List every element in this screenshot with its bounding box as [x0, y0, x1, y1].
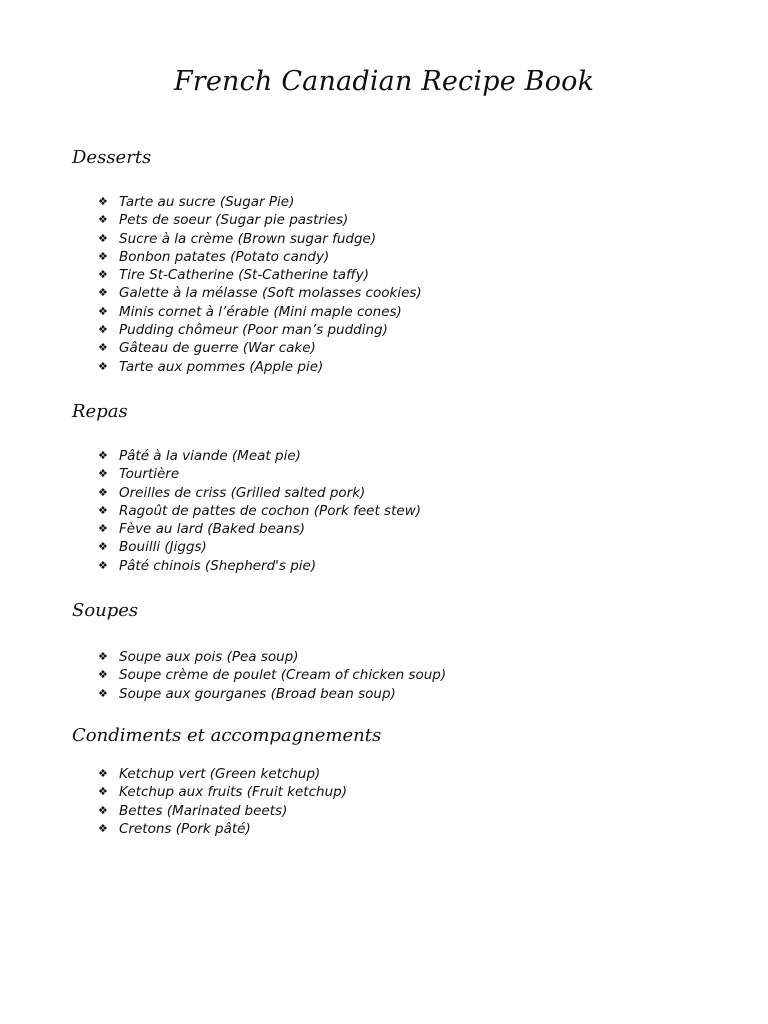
- list-item: [72, 321, 712, 339]
- list-item-text: Gâteau de guerre (War cake): [119, 340, 316, 357]
- list-item-text: Bouilli (Jiggs): [119, 539, 207, 556]
- list-item: [72, 284, 712, 302]
- list-item: [72, 230, 712, 248]
- diamond-bullet-icon: ❖: [98, 803, 108, 817]
- section-condiments: [72, 724, 712, 838]
- recipe-list: [72, 648, 712, 703]
- section-repas: [72, 400, 712, 575]
- list-item: [72, 666, 712, 684]
- diamond-bullet-icon: ❖: [98, 650, 108, 663]
- diamond-bullet-icon: ❖: [98, 268, 108, 282]
- list-item: [72, 266, 712, 284]
- list-item: [72, 783, 712, 801]
- diamond-bullet-icon: ❖: [98, 522, 108, 536]
- diamond-bullet-icon: ❖: [98, 767, 108, 780]
- list-item-text: Soupe crème de poulet (Cream of chicken soup): [119, 667, 447, 684]
- list-item-text: Tire St-Catherine (St-Catherine taffy): [119, 267, 370, 284]
- list-item-text: Pets de soeur (Sugar pie pastries): [119, 212, 349, 229]
- diamond-bullet-icon: ❖: [98, 304, 108, 318]
- list-item: [72, 765, 712, 783]
- list-item: [72, 685, 712, 703]
- list-item-text: Minis cornet à l’érable (Mini maple cones): [119, 303, 402, 320]
- list-item-text: Oreilles de criss (Grilled salted pork): [119, 484, 366, 501]
- recipe-list: [72, 447, 712, 575]
- list-item-text: Pâté chinois (Shepherd's pie): [119, 557, 317, 574]
- section-heading: Repas: [72, 401, 128, 422]
- list-item: [72, 820, 712, 838]
- list-item-text: Pudding chômeur (Poor man’s pudding): [119, 322, 388, 339]
- page-title: French Canadian Recipe Book: [173, 66, 595, 97]
- list-item: [72, 447, 712, 465]
- list-item: [72, 358, 712, 376]
- diamond-bullet-icon: ❖: [98, 195, 108, 208]
- recipe-list: [72, 193, 712, 376]
- diamond-bullet-icon: ❖: [98, 558, 108, 572]
- section-heading: Soupes: [72, 600, 139, 621]
- list-item-text: Soupe aux pois (Pea soup): [119, 649, 299, 665]
- diamond-bullet-icon: ❖: [98, 341, 108, 355]
- diamond-bullet-icon: ❖: [98, 213, 108, 227]
- list-item: [72, 557, 712, 575]
- diamond-bullet-icon: ❖: [98, 449, 108, 462]
- section-soupes: [72, 599, 712, 703]
- list-item: [72, 193, 712, 211]
- list-item-text: Ketchup vert (Green ketchup): [119, 766, 321, 782]
- list-item: [72, 502, 712, 520]
- diamond-bullet-icon: ❖: [98, 249, 108, 263]
- diamond-bullet-icon: ❖: [98, 821, 108, 835]
- list-item: [72, 520, 712, 538]
- section-heading: Condiments et accompagnements: [72, 725, 382, 746]
- list-item-text: Tarte au sucre (Sugar Pie): [119, 194, 295, 210]
- list-item-text: Tarte aux pommes (Apple pie): [119, 358, 324, 375]
- list-item: [72, 538, 712, 556]
- diamond-bullet-icon: ❖: [98, 323, 108, 337]
- section-heading: Desserts: [72, 147, 152, 168]
- list-item-text: Galette à la mélasse (Soft molasses cookies): [119, 285, 422, 302]
- list-item-text: Ketchup aux fruits (Fruit ketchup): [119, 784, 347, 801]
- list-item: [72, 802, 712, 820]
- list-item-text: Bonbon patates (Potato candy): [119, 248, 330, 265]
- diamond-bullet-icon: ❖: [98, 785, 108, 799]
- diamond-bullet-icon: ❖: [98, 668, 108, 682]
- list-item-text: Soupe aux gourganes (Broad bean soup): [119, 685, 396, 702]
- list-item-text: Sucre à la crème (Brown sugar fudge): [119, 230, 377, 247]
- list-item-text: Ragoût de pattes de cochon (Pork feet stew): [119, 502, 421, 519]
- list-item: [72, 648, 712, 666]
- list-item: [72, 484, 712, 502]
- list-item-text: Fève au lard (Baked beans): [119, 521, 306, 538]
- diamond-bullet-icon: ❖: [98, 686, 108, 700]
- list-item-text: Tourtière: [119, 466, 180, 483]
- diamond-bullet-icon: ❖: [98, 503, 108, 517]
- diamond-bullet-icon: ❖: [98, 467, 108, 481]
- diamond-bullet-icon: ❖: [98, 359, 108, 373]
- list-item: [72, 211, 712, 229]
- list-item: [72, 339, 712, 357]
- diamond-bullet-icon: ❖: [98, 231, 108, 245]
- list-item: [72, 248, 712, 266]
- section-desserts: [72, 146, 712, 376]
- diamond-bullet-icon: ❖: [98, 540, 108, 554]
- list-item: [72, 303, 712, 321]
- diamond-bullet-icon: ❖: [98, 485, 108, 499]
- diamond-bullet-icon: ❖: [98, 286, 108, 300]
- list-item-text: Cretons (Pork pâté): [119, 820, 251, 837]
- list-item-text: Bettes (Marinated beets): [119, 802, 288, 819]
- list-item: [72, 465, 712, 483]
- list-item-text: Pâté à la viande (Meat pie): [119, 448, 301, 464]
- recipe-list: [72, 765, 712, 838]
